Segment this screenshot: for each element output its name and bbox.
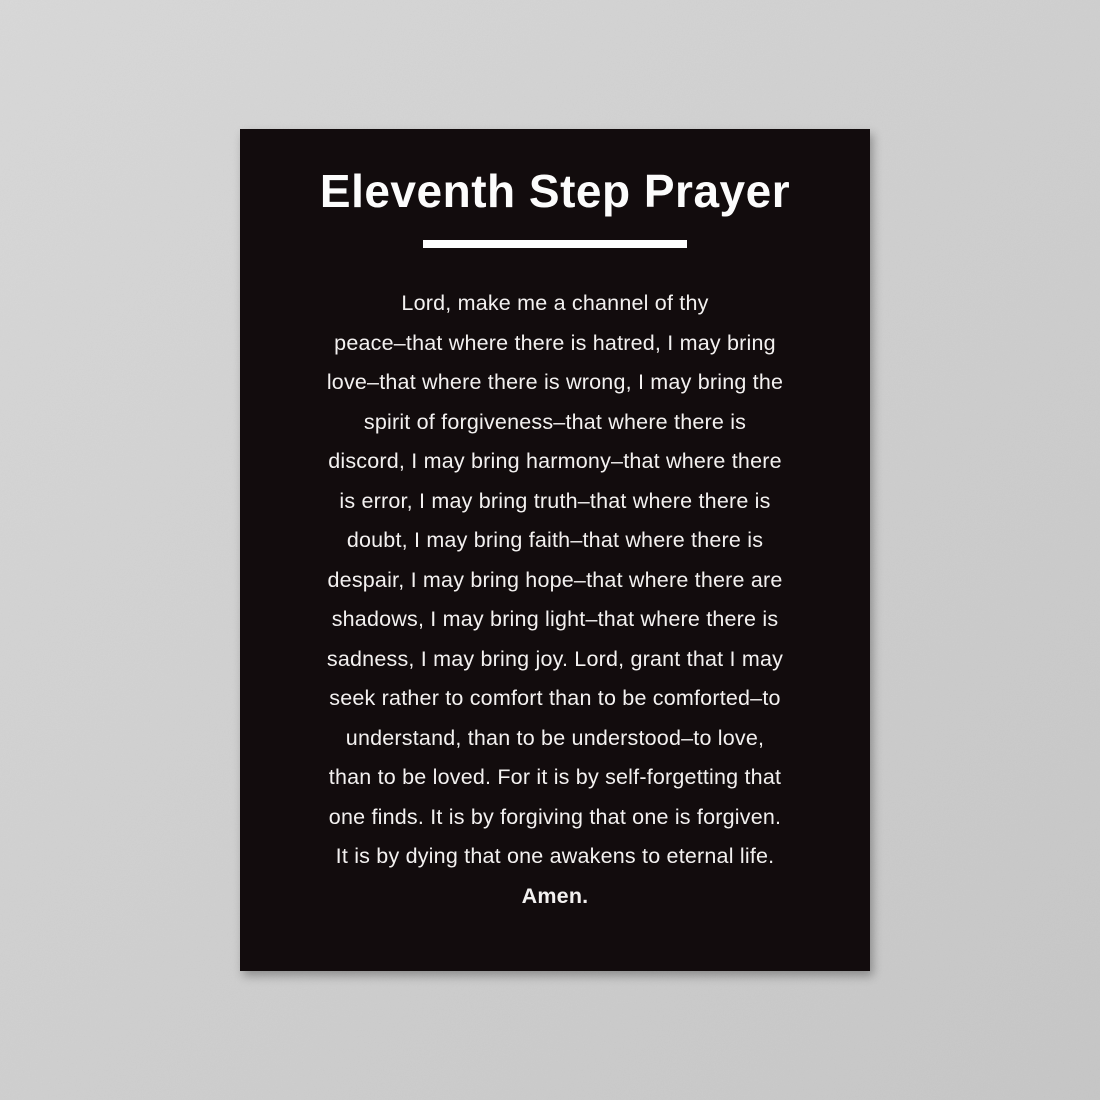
prayer-line: shadows, I may bring light–that where there is: [331, 607, 779, 631]
prayer-line: peace–that where there is hatred, I may bring: [334, 330, 776, 355]
prayer-line: It is by dying that one awakens to eternal life.: [335, 844, 775, 868]
prayer-line: one finds. It is by forgiving that one is forgiven.: [328, 804, 782, 829]
prayer-line: love–that where there is wrong, I may bring the: [326, 370, 784, 394]
prayer-line: despair, I may bring hope–that where there are: [327, 567, 783, 592]
amen-line: Amen.: [521, 883, 589, 908]
prayer-line: doubt, I may bring faith–that where there is: [346, 528, 764, 552]
prayer-line: sadness, I may bring joy. Lord, grant that I may: [326, 646, 784, 671]
prayer-line: understand, than to be understood–to love,: [345, 725, 765, 750]
title-divider-rule: [423, 240, 687, 248]
prayer-poster: [240, 129, 870, 971]
prayer-line: discord, I may bring harmony–that where there: [328, 449, 782, 473]
prayer-text: [278, 284, 832, 916]
prayer-line: than to be loved. For it is by self-forgetting that: [328, 765, 782, 789]
prayer-line: seek rather to comfort than to be comforted–to: [329, 686, 781, 710]
poster-title: Eleventh Step Prayer: [319, 165, 791, 217]
prayer-line: is error, I may bring truth–that where there is: [339, 488, 771, 513]
prayer-line: Lord, make me a channel of thy: [401, 291, 709, 315]
prayer-line: spirit of forgiveness–that where there is: [363, 409, 747, 434]
